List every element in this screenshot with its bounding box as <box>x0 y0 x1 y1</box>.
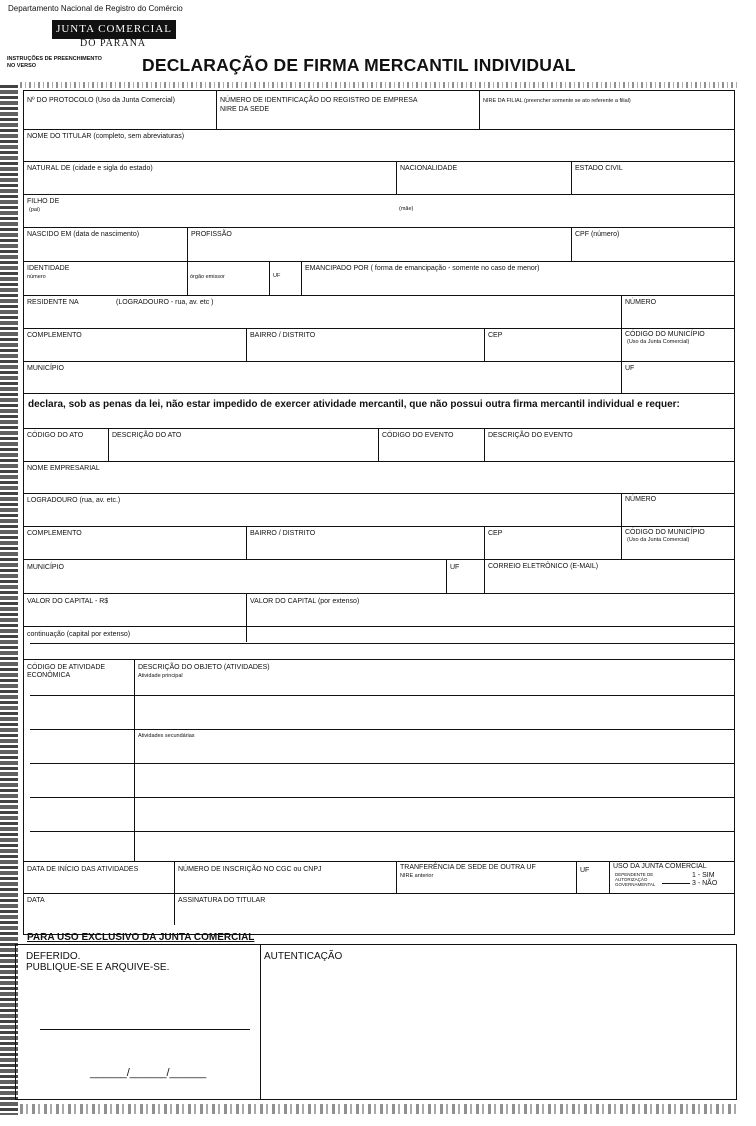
data-inicio-label: DATA DE INÍCIO DAS ATIVIDADES <box>27 866 139 873</box>
col-line <box>609 861 610 893</box>
col-line <box>621 526 622 559</box>
dependente-label-2: AUTORIZAÇÃO <box>615 877 648 882</box>
nire-sede-label: NIRE DA SEDE <box>220 106 270 113</box>
nascido-em-label: NASCIDO EM (data de nascimento) <box>27 231 140 238</box>
pai-label: (pai) <box>29 207 41 213</box>
uso-junta-comercial-label: USO DA JUNTA COMERCIAL <box>613 863 707 870</box>
nire-filial-label: NIRE DA FILIAL (preencher somente se ato referente a filial) <box>483 98 631 104</box>
uf-4-label: UF <box>580 867 590 874</box>
col-line <box>484 428 485 461</box>
numero-2-label: NÚMERO <box>625 496 657 503</box>
scan-top-artifact <box>20 82 740 88</box>
col-line <box>621 361 622 393</box>
descricao-evento-label: DESCRIÇÃO DO EVENTO <box>488 432 573 439</box>
codigo-ato-label: CÓDIGO DO ATO <box>27 432 84 439</box>
codigo-evento-label: CÓDIGO DO EVENTO <box>382 432 454 439</box>
col-line <box>246 526 247 559</box>
row-line <box>24 361 734 362</box>
activity-line <box>30 695 734 696</box>
col-line <box>260 945 261 1099</box>
complemento-2-label: COMPLEMENTO <box>27 530 82 537</box>
col-line <box>484 328 485 361</box>
row-line <box>24 626 734 627</box>
identidade-numero-label: número <box>27 274 46 280</box>
profissao-label: PROFISSÃO <box>191 231 232 238</box>
row-line <box>24 559 734 560</box>
num-registro-label: NÚMERO DE IDENTIFICAÇÃO DO REGISTRO DE EMPRESA <box>220 97 418 104</box>
uso-junta-2-label: (Uso da Junta Comercial) <box>627 537 690 543</box>
inscricao-cgc-label: NÚMERO DE INSCRIÇÃO NO CGC ou CNPJ <box>178 866 322 873</box>
col-line <box>108 428 109 461</box>
col-line <box>571 227 572 261</box>
col-line <box>396 161 397 194</box>
row-line <box>24 526 734 527</box>
autenticacao-label: AUTENTICAÇÃO <box>264 951 343 962</box>
sim-option: 1 - SIM <box>692 872 715 879</box>
dependente-label-1: DEPENDENTE DE <box>615 872 654 877</box>
estado-civil-label: ESTADO CIVIL <box>575 165 623 172</box>
logradouro-label: (LOGRADOURO - rua, av. etc ) <box>116 299 214 306</box>
col-line <box>621 328 622 361</box>
emancipado-label: EMANCIPADO POR ( forma de emancipação - somente no caso de menor) <box>305 265 540 272</box>
row-line <box>24 861 734 862</box>
atividade-principal-label: Atividade principal <box>138 673 183 679</box>
nacionalidade-label: NACIONALIDADE <box>400 165 458 172</box>
uf-3-label: UF <box>450 564 460 571</box>
row-line <box>24 428 734 429</box>
uf-label: UF <box>273 273 281 279</box>
col-line <box>187 227 188 261</box>
row-line <box>24 461 734 462</box>
codigo-atividade-label: CÓDIGO DE ATIVIDADE <box>27 664 106 671</box>
descricao-objeto-label: DESCRIÇÃO DO OBJETO (ATIVIDADES) <box>138 664 270 671</box>
municipio-label: MUNICÍPIO <box>27 365 64 372</box>
continuacao-label: continuação (capital por extenso) <box>27 631 131 638</box>
declaration-form <box>23 90 735 935</box>
data-label: DATA <box>27 897 45 904</box>
logradouro-2-label: LOGRADOURO (rua, av. etc.) <box>27 497 121 504</box>
col-line <box>576 861 577 893</box>
cep-label: CEP <box>488 332 503 339</box>
valor-capital-label: VALOR DO CAPITAL - R$ <box>27 598 109 605</box>
date-line: ______/______/______ <box>90 1067 207 1079</box>
row-line <box>24 493 734 494</box>
atividades-secundarias-label: Atividades secundárias <box>138 733 195 739</box>
col-line <box>621 493 622 526</box>
identidade-label: IDENTIDADE <box>27 265 70 272</box>
nao-option: 3 - NÃO <box>692 880 718 887</box>
activity-line <box>30 797 734 798</box>
row-line <box>24 261 734 262</box>
complemento-label: COMPLEMENTO <box>27 332 82 339</box>
cpf-label: CPF (número) <box>575 231 620 238</box>
row-line <box>24 393 734 394</box>
activity-line <box>30 763 734 764</box>
col-line <box>246 328 247 361</box>
row-line <box>24 659 734 660</box>
residente-label: RESIDENTE NA <box>27 299 79 306</box>
signature-line <box>40 1029 250 1030</box>
municipio-2-label: MUNICÍPIO <box>27 564 64 571</box>
bairro-2-label: BAIRRO / DISTRITO <box>250 530 316 537</box>
activity-line <box>30 831 734 832</box>
row-line <box>24 328 734 329</box>
checkbox-line <box>662 883 690 884</box>
col-line <box>187 261 188 295</box>
row-line <box>24 893 734 894</box>
junta-exclusive-box <box>15 944 737 1100</box>
uf-label-2: UF <box>625 365 635 372</box>
cep-2-label: CEP <box>488 530 503 537</box>
col-line <box>174 861 175 925</box>
filho-de-label: FILHO DE <box>27 198 60 205</box>
row-line <box>24 227 734 228</box>
publique-label: PUBLIQUE-SE E ARQUIVE-SE. <box>26 962 170 973</box>
protocolo-label: Nº DO PROTOCOLO (Uso da Junta Comercial) <box>27 97 175 104</box>
economica-label: ECONÔMICA <box>27 672 71 679</box>
numero-label: NÚMERO <box>625 299 657 306</box>
codigo-municipio-2-label: CÓDIGO DO MUNICÍPIO <box>625 529 705 536</box>
col-line <box>484 559 485 593</box>
nire-anterior-label: NIRE anterior <box>400 873 434 879</box>
col-line <box>246 626 247 642</box>
form-title: DECLARAÇÃO DE FIRMA MERCANTIL INDIVIDUAL <box>142 55 576 75</box>
junta-exclusive-title: PARA USO EXCLUSIVO DA JUNTA COMERCIAL <box>27 932 255 943</box>
mae-label: (mãe) <box>399 206 414 212</box>
descricao-ato-label: DESCRIÇÃO DO ATO <box>112 432 182 439</box>
declaration-text: declara, sob as penas da lei, não estar impedido de exercer atividade mercantil, que não possui outra firma mercantil individual e requer: <box>28 399 680 410</box>
col-line <box>621 295 622 328</box>
row-line <box>24 593 734 594</box>
natural-de-label: NATURAL DE (cidade e sigla do estado) <box>27 165 153 172</box>
correio-label: CORREIO ELETRÔNICO (E-MAIL) <box>488 563 599 570</box>
row-line <box>24 194 734 195</box>
junta-logo: JUNTA COMERCIAL <box>52 20 176 39</box>
col-line <box>246 593 247 626</box>
row-line <box>24 161 734 162</box>
col-line <box>446 559 447 593</box>
junta-logo-subtitle: DO PARANÁ <box>80 38 147 49</box>
transferencia-label: TRANFERÊNCIA DE SEDE DE OUTRA UF <box>400 864 536 871</box>
dependente-label-3: GOVERNAMENTAL <box>615 882 656 887</box>
col-line <box>301 261 302 295</box>
instructions-note: INSTRUÇÕES DE PREENCHIMENTO NO VERSO <box>7 56 102 69</box>
department-name: Departamento Nacional de Registro do Comércio <box>8 4 183 13</box>
valor-extenso-label: VALOR DO CAPITAL (por extenso) <box>250 598 360 605</box>
bairro-label: BAIRRO / DISTRITO <box>250 332 316 339</box>
col-line <box>396 861 397 893</box>
orgao-emissor-label: órgão emissor <box>190 274 225 280</box>
col-line <box>484 526 485 559</box>
col-line <box>216 91 217 129</box>
assinatura-label: ASSINATURA DO TITULAR <box>178 897 266 904</box>
codigo-municipio-label: CÓDIGO DO MUNICÍPIO <box>625 331 705 338</box>
col-line <box>378 428 379 461</box>
row-line <box>24 129 734 130</box>
activity-line <box>30 729 734 730</box>
nome-empresarial-label: NOME EMPRESARIAL <box>27 465 100 472</box>
col-line <box>479 91 480 129</box>
col-line <box>269 261 270 295</box>
nome-titular-label: NOME DO TITULAR (completo, sem abreviaturas) <box>27 133 185 140</box>
continuation-line <box>30 643 734 644</box>
row-line <box>24 295 734 296</box>
col-line <box>571 161 572 194</box>
deferido-label: DEFERIDO. <box>26 951 81 962</box>
scan-bottom-artifact <box>20 1104 740 1114</box>
uso-junta-label: (Uso da Junta Comercial) <box>627 339 690 345</box>
